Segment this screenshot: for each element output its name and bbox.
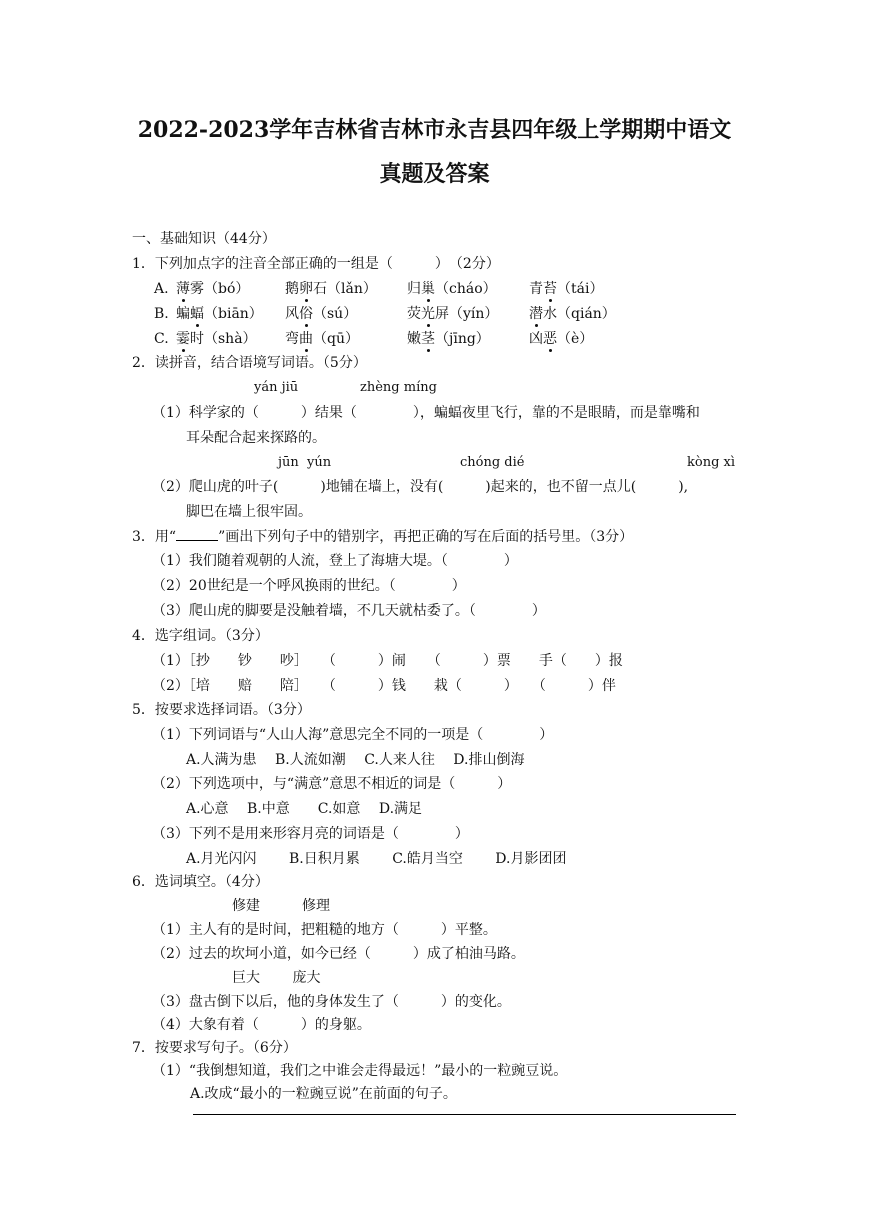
q4-row-2: （2）［培 赔 陪］ （ ）钱 栽（ ） （ ）伴 <box>152 678 616 694</box>
q6-sentence-3: （3）盘古倒下以后，他的身体发生了（ ）的变化。 <box>152 994 511 1010</box>
q5-options-3: A.月光闪闪 B.日积月累 C.皓月当空 D.月影团团 <box>186 851 567 867</box>
q3-sentence-3: （3）爬山虎的脚要是没触着墙，不几天就枯委了。（ ） <box>152 603 546 619</box>
q5-sentence-3: （3）下列不是用来形容月亮的词语是（ ） <box>152 826 469 842</box>
q2-sentence-2-cont: 脚巴在墙上很牢固。 <box>186 504 312 520</box>
section-heading: 一、基础知识（44分） <box>132 231 276 247</box>
q1-option-a-item-2: 鹅卵石（lǎn） <box>285 281 377 297</box>
q1-option-a-item-3: 归巢（cháo） <box>407 281 497 297</box>
question-5-stem: 5．按要求选择词语。（3分） <box>132 702 311 718</box>
q4-row-1: （1）［抄 钞 吵］ （ ）闹 （ ）票 手（ ）报 <box>152 653 623 669</box>
q2-sentence-2: （2）爬山虎的叶子( )地铺在墙上，没有( )起来的，也不留一点儿( ), <box>152 479 689 495</box>
question-2-stem: 2．读拼音，结合语境写词语。（5分） <box>132 355 367 371</box>
q5-sentence-1: （1）下列词语与“人山人海”意思完全不同的一项是（ ） <box>152 727 554 743</box>
underline-marker <box>176 528 218 541</box>
q6-sentence-1: （1）主人有的是时间，把粗糙的地方（ ）平整。 <box>152 922 497 938</box>
pinyin-yan-jiu: yán jiū <box>254 380 299 395</box>
question-1-stem: 1．下列加点字的注音全部正确的一组是（ ） （2分） <box>132 256 500 272</box>
q1-option-b-label: B. <box>154 306 169 322</box>
q2-sentence-1-cont: 耳朵配合起来探路的。 <box>186 430 326 446</box>
q7-task-a: A.改成“最小的一粒豌豆说”在前面的句子。 <box>190 1086 457 1102</box>
page-title-line-2: 真题及答案 <box>379 161 490 187</box>
q5-options-1: A.人满为患 B.人流如潮 C.人来人往 D.排山倒海 <box>186 752 525 768</box>
q1-option-b-item-4: 潜水（qián） <box>529 306 616 322</box>
q1-option-b-item-3: 荧光屏（yín） <box>407 306 499 322</box>
pinyin-jun-yun: jūn yún <box>278 455 332 470</box>
q1-option-c-item-4: 凶恶（è） <box>529 331 594 347</box>
q6-sentence-4: （4）大象有着（ ）的身躯。 <box>152 1017 371 1033</box>
q5-options-2: A.心意 B.中意 C.如意 D.满足 <box>186 801 423 817</box>
q5-sentence-2: （2）下列选项中，与“满意”意思不相近的词是（ ） <box>152 776 512 792</box>
q1-option-c-label: C. <box>154 331 169 347</box>
q6-sentence-2: （2）过去的坎坷小道，如今已经（ ）成了柏油马路。 <box>152 946 525 962</box>
answer-line <box>193 1114 736 1115</box>
q1-option-b-item-1: 蝙蝠（biān） <box>176 306 263 322</box>
q1-option-a-label: A. <box>154 281 169 297</box>
q1-option-c-item-2: 弯曲（qū） <box>285 331 359 347</box>
pinyin-zheng-ming: zhèng míng <box>360 380 437 395</box>
q1-option-b-item-2: 风俗（sú） <box>285 306 358 322</box>
question-7-stem: 7．按要求写句子。（6分） <box>132 1040 297 1056</box>
question-4-stem: 4．选字组词。（3分） <box>132 628 269 644</box>
q6-word-choice-1: 修建 修理 <box>232 898 330 914</box>
question-3-stem: 3．用“ ”画出下列句子中的错别字，再把正确的写在后面的括号里。（3分） <box>132 529 634 545</box>
pinyin-chong-die: chóng dié <box>460 455 525 470</box>
q3-sentence-1: （1）我们随着观朝的人流，登上了海塘大堤。（ ） <box>152 553 518 569</box>
pinyin-kong-xi: kòng xì <box>687 455 736 470</box>
question-6-stem: 6．选词填空。（4分） <box>132 874 269 890</box>
q1-option-c-item-3: 嫩茎（jīng） <box>407 331 490 347</box>
q1-option-c-item-1: 霎时（shà） <box>176 331 257 347</box>
q1-option-a-item-4: 青苔（tái） <box>529 281 604 297</box>
q3-sentence-2: （2）20世纪是一个呼风换雨的世纪。（ ） <box>152 578 466 594</box>
page-title-line-1: 2022-2023学年吉林省吉林市永吉县四年级上学期期中语文 <box>137 117 732 143</box>
q1-option-a-item-1: 薄雾（bó） <box>176 281 250 297</box>
q7-sentence-1: （1）“我倒想知道，我们之中谁会走得最远！”最小的一粒豌豆说。 <box>152 1063 568 1079</box>
q2-sentence-1: （1）科学家的（ ）结果（ ），蝙蝠夜里飞行，靠的不是眼睛，而是靠嘴和 <box>152 405 700 421</box>
q6-word-choice-2: 巨大 庞大 <box>232 970 321 986</box>
